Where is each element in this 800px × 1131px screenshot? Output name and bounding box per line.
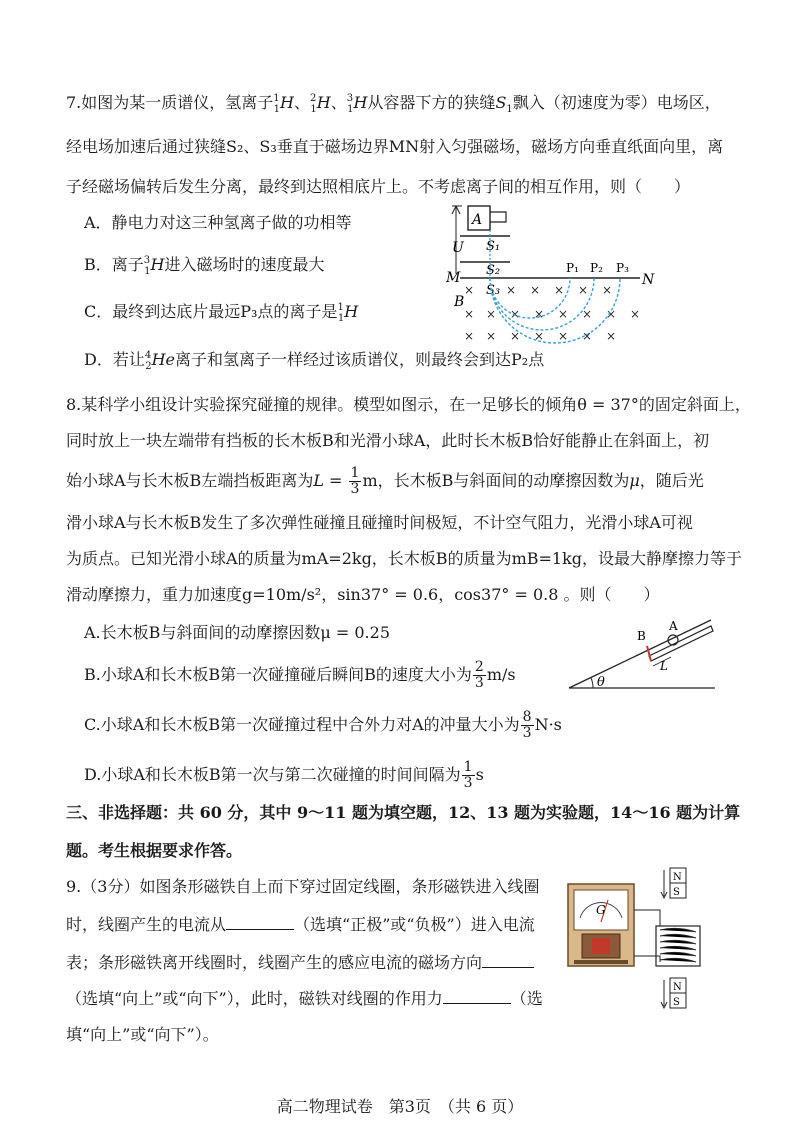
fig-label-b: B [637,629,646,643]
section-3-line-1: 三、非选择题：共 60 分，其中 9～11 题为填空题，12、13 题为实验题，14～16 题为计算 [66,803,741,822]
q8-option-c: C.小球A和长木板B第一次碰撞过程中合外力对A的冲量大小为 $\frac{8}{3}$ N·s [84,709,562,741]
q8-line-4: 滑小球A与长木板B发生了多次弹性碰撞且碰撞时间极短，不计空气阻力，光滑小球A可视 [66,513,693,532]
blank-3[interactable] [443,989,511,1004]
q9-line-2: 时，线圈产生的电流从 （选填“正极”或“负极”）进入电流 [66,915,535,934]
svg-text:×: × [506,283,517,297]
fig-label-s2: S₂ [486,263,501,278]
fig-label-s3: S₃ [486,283,501,298]
svg-text:×: × [486,307,497,321]
q8-option-a: A.长木板B与斜面间的动摩擦因数μ = 0.25 [84,623,391,642]
fig-magnet-top-n: N [673,872,682,883]
q7-option-b: B．离子$^3_1$H进入磁场时的速度最大 [84,255,325,277]
q8-option-d: D.小球A和长木板B第一次与第二次碰撞的时间间隔为 $\frac{1}{3}$ s [84,759,484,791]
fig-label-p1: P₁ [566,261,579,275]
fig-magnet-bottom-s: S [673,997,680,1008]
svg-text:×: × [606,329,617,343]
fig-label-p2: P₂ [590,261,603,275]
svg-text:×: × [558,307,569,321]
fig-label-u: U [452,240,464,256]
fig-label-g: G [596,903,606,917]
page-footer: 高二物理试卷 第3页 （共 6 页） [276,1097,524,1116]
q9-line-1: 9.（3分）如图条形磁铁自上而下穿过固定线圈，条形磁铁进入线圈 [66,877,540,896]
q7-line-2: 经电场加速后通过狭缝S₂、S₃垂直于磁场边界MN射入匀强磁场，磁场方向垂直纸面向里，离 [66,137,724,156]
fig-label-a: A [472,212,483,228]
svg-text:×: × [582,307,593,321]
fig-label-m: M [446,270,461,286]
svg-text:×: × [510,329,521,343]
blank-1[interactable] [226,915,294,930]
incline-figure [565,610,730,694]
svg-text:×: × [510,307,521,321]
fig-label-s1: S₁ [486,239,501,254]
blank-2[interactable] [482,953,534,968]
isotope-h1: $^1_1$H [273,93,294,115]
q8-option-b: B.小球A和长木板B第一次碰撞碰后瞬间B的速度大小为 $\frac{2}{3}$ m/s [84,659,516,691]
svg-text:×: × [534,329,545,343]
fig-label-n: N [642,272,655,288]
svg-text:×: × [558,329,569,343]
svg-text:×: × [530,283,541,297]
svg-text:×: × [582,329,593,343]
fig-label-l: L [660,659,668,673]
svg-text:×: × [554,283,565,297]
q9-line-5: 填“向上”或“向下”）。 [66,1025,219,1044]
q7-line-3: 子经磁场偏转后发生分离，最终到达照相底片上。不考虑离子间的相互作用，则（ ） [66,177,691,196]
fig-label-a: A [669,619,678,633]
q8-line-5: 为质点。已知光滑小球A的质量为mA=2kg，长木板B的质量为mB=1kg，设最大静摩擦力等于 [66,549,743,568]
svg-text:×: × [464,307,475,321]
q7-option-d: D．若让$^4_2$He离子和氢离子一样经过该质谱仪，则最终会到达P₂点 [84,350,545,372]
isotope-h3: $^3_1$H [346,93,368,115]
svg-text:×: × [534,307,545,321]
section-3-line-2: 题。考生根据要求作答。 [66,841,243,860]
coil-magnet-figure [560,860,730,1030]
q8-line-3: 始小球A与长木板B左端挡板距离为L = $\frac{1}{3}$ m，长木板B与斜面间的动摩擦因数为μ，随后光 [66,465,704,497]
q8-line-1: 8.某科学小组设计实验探究碰撞的规律。模型如图示，在一足够长的倾角θ = 37°的固定斜面上， [66,395,751,414]
q7-line-1: 7.如图为某一质谱仪，氢离子$^1_1$H、$^2_1$H、$^3_1$H从容器下方的狭缝$S_1$飘入（初速度为零）电场区， [66,93,721,116]
q9-line-3: 表；条形磁铁离开线圈时，线圈产生的感应电流的磁场方向 [66,952,534,974]
fig-magnet-bottom-n: N [673,982,682,993]
q8-line-2: 同时放上一块左端带有挡板的长木板B和光滑小球A，此时长木板B恰好能静止在斜面上，初 [66,431,710,450]
fig-label-b: B [454,294,465,310]
q7-option-c: C．最终到达底片最远P₃点的离子是$^1_1$H [84,302,359,324]
q8-line-6: 滑动摩擦力，重力加速度g=10m/s²，sin37° = 0.6，cos37° = 0.8 。则（ ） [66,585,660,604]
svg-text:×: × [578,283,589,297]
isotope-h2: $^2_1$H [310,93,331,115]
mass-spectrometer-figure [440,202,670,347]
svg-text:×: × [464,329,475,343]
svg-text:×: × [602,283,613,297]
fig-label-p3: P₃ [616,261,629,275]
fig-magnet-top-s: S [673,887,680,898]
svg-text:×: × [486,329,497,343]
svg-text:×: × [464,283,475,297]
svg-text:×: × [606,307,617,321]
q9-line-4: （选填“向上”或“向下”），此时，磁铁对线圈的作用力 （选 [66,989,543,1008]
fig-theta: θ [597,675,605,690]
q7-option-a: A．静电力对这三种氢离子做的功相等 [84,213,352,232]
svg-text:×: × [630,307,641,321]
